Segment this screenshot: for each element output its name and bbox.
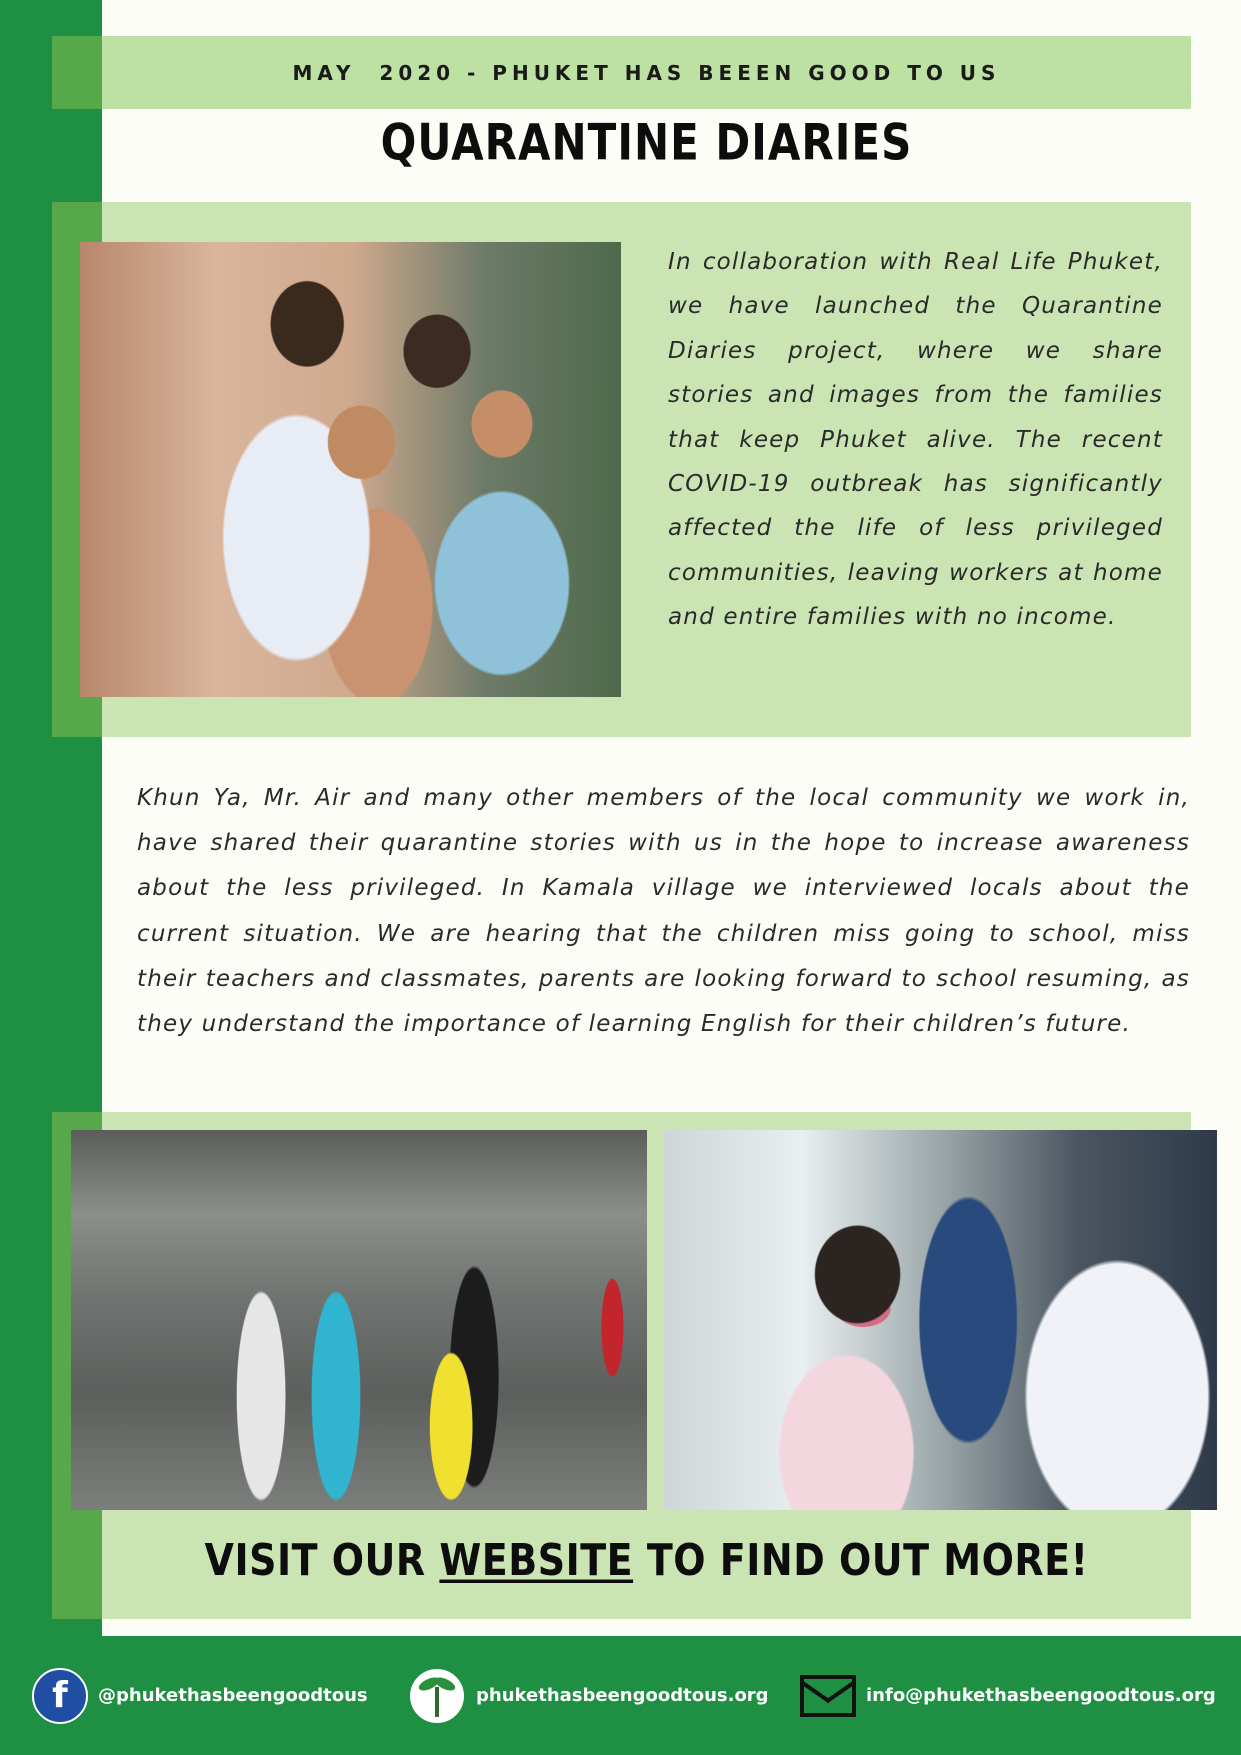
- cta-prefix: VISIT OUR: [204, 1534, 440, 1586]
- section1-paragraph: In collaboration with Real Life Phuket, we have launched the Quarantine Diaries project, where we share stories and images from the families that keep Phuket alive. The recent COVID-19 outbreak has significantly affected the life of less privileged communities, leaving workers at home and entire families with no income.: [668, 249, 1163, 631]
- header-band-text: MAY 2020 - PHUKET HAS BEEEN GOOD TO US: [292, 60, 1001, 85]
- family-photo: [80, 242, 621, 697]
- envelope-icon: [800, 1675, 856, 1717]
- email-address[interactable]: info@phukethasbeengoodtous.org: [866, 1685, 1216, 1706]
- header-band: [102, 36, 1191, 109]
- website-url[interactable]: phukethasbeengoodtous.org: [476, 1685, 769, 1706]
- call-to-action: [102, 1535, 1191, 1586]
- gym-group-photo: [71, 1130, 647, 1510]
- footer-facebook[interactable]: [32, 1636, 368, 1755]
- facebook-handle[interactable]: @phukethasbeengoodtous: [98, 1685, 368, 1706]
- website-link[interactable]: WEBSITE: [439, 1534, 634, 1586]
- section2-paragraph: Khun Ya, Mr. Air and many other members of the local community we work in, have shared their quarantine stories with us in the hope to increase awareness about the less privileged. In Kamala village we interviewed locals about the current situation. We are hearing that the children miss going to school, miss their teachers and classmates, parents are looking forward to school resuming, as they understand the importance of learning English for their children’s future.: [137, 785, 1190, 1038]
- page-title: QUARANTINE DIARIES: [380, 113, 913, 172]
- girl-water-photo: [664, 1130, 1217, 1510]
- footer-website[interactable]: [410, 1636, 769, 1755]
- facebook-icon: f: [32, 1668, 88, 1724]
- header-band-accent: [52, 36, 103, 109]
- cta-suffix: TO FIND OUT MORE!: [633, 1534, 1089, 1586]
- logo-icon: [410, 1669, 464, 1723]
- footer-email[interactable]: [800, 1636, 1216, 1755]
- footer: [0, 1636, 1241, 1755]
